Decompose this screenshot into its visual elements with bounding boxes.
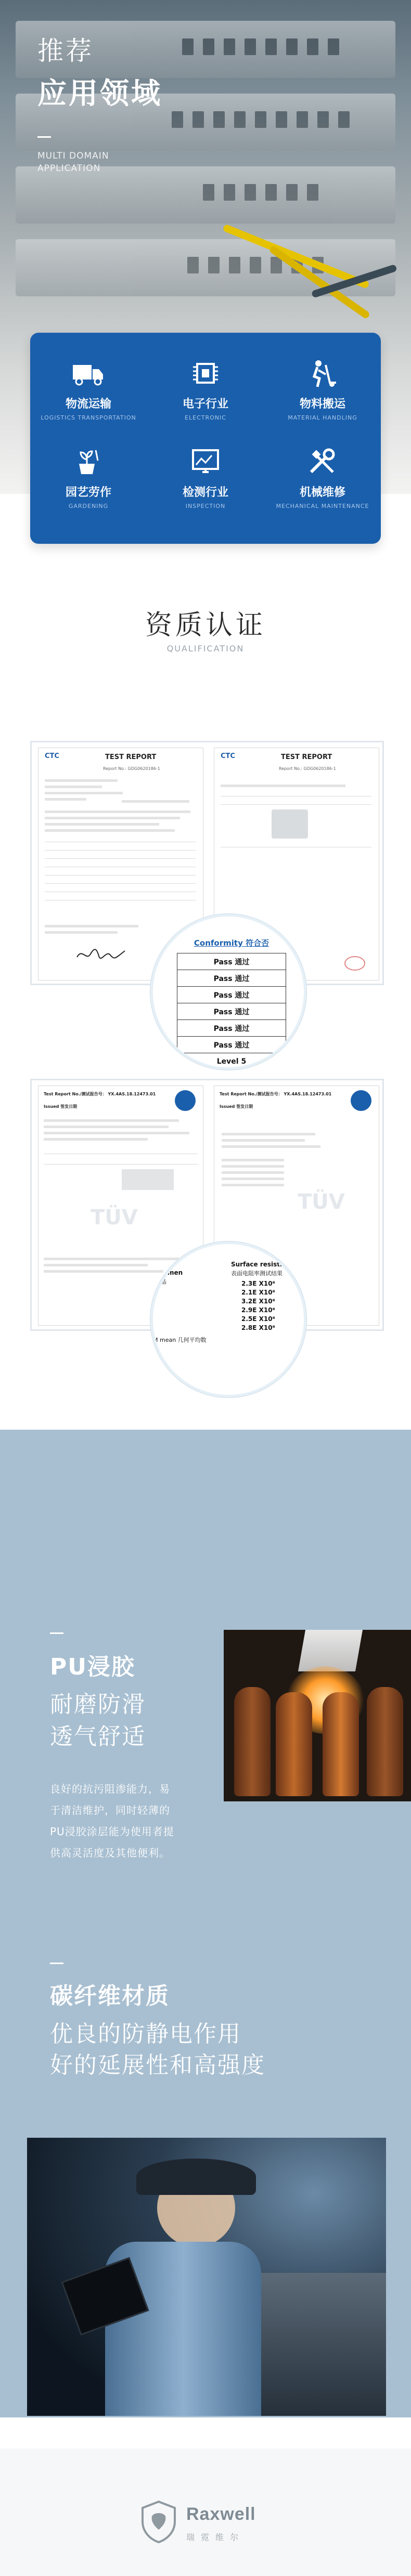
resistivity-value: 2.1E X10⁶ <box>241 1289 275 1296</box>
report-title: TEST REPORT <box>281 753 332 761</box>
app-en: LOGISTICS TRANSPORTATION <box>41 414 136 421</box>
hero-subtitle: 应用领域 <box>37 77 162 111</box>
specimen-label: pecimen <box>153 1269 183 1276</box>
app-en: MATERIAL HANDLING <box>288 414 357 421</box>
pu-feature-line2: 透气舒适 <box>50 1723 146 1750</box>
app-item-mechanical[interactable] <box>264 448 381 509</box>
report-number: Report No.: GDG0620186-1 <box>103 766 160 771</box>
app-item-logistics[interactable] <box>30 360 147 421</box>
resistivity-label-cn: 表面电阻率测试结果 <box>231 1270 282 1277</box>
pu-feature-line1: 耐磨防滑 <box>50 1691 146 1718</box>
app-label: 园艺劳作 <box>65 486 111 499</box>
level-cell: Level 5 <box>177 1053 286 1070</box>
brand-name-cn: 瑞霓维尔 <box>186 2532 245 2542</box>
certificate-panel-tuv <box>30 1079 384 1343</box>
result-cell: Pass 通过 <box>177 1003 286 1020</box>
conformity-header: Conformity 符合否 <box>194 938 269 948</box>
stamp-icon <box>344 956 365 971</box>
qualification-title: 资质认证 <box>145 610 266 641</box>
resistivity-value: 2.9E X10⁶ <box>241 1306 275 1314</box>
specimen-label-cn: 样品 <box>155 1278 166 1285</box>
app-label: 机械维修 <box>299 486 345 499</box>
app-item-inspection[interactable] <box>147 448 264 509</box>
result-table <box>177 953 286 1070</box>
app-item-electronic[interactable] <box>147 360 264 421</box>
report-title: TEST REPORT <box>105 753 157 761</box>
resistivity-value: 2.5E X10⁶ <box>241 1315 275 1323</box>
carbon-fiber-line1: 优良的防静电作用 <box>50 2021 241 2047</box>
app-label: 物料搬运 <box>299 398 345 411</box>
report-number: Report No.: GDG0620186-1 <box>279 766 336 771</box>
glove-coating-photo <box>224 1630 411 1801</box>
raxwell-shield-icon <box>140 2501 177 2543</box>
pu-desc-line: 供高灵活度及其他便利。 <box>50 1847 170 1859</box>
resistivity-value: 3.2E X10⁶ <box>241 1298 275 1305</box>
conformity-zoom-circle <box>150 914 306 1070</box>
resistivity-value: 2.8E X10⁶ <box>241 1324 275 1331</box>
app-label: 检测行业 <box>182 486 228 499</box>
hand-truck-icon <box>306 360 339 388</box>
tuv-logo-icon <box>351 1090 371 1111</box>
shovel-plant-icon <box>72 448 105 476</box>
result-cell: Pass 通过 <box>177 987 286 1003</box>
result-cell: Pass 通过 <box>177 953 286 970</box>
sample-image <box>122 1169 174 1190</box>
hero-title: 推荐 <box>37 36 94 66</box>
hero-en-line2: APPLICATION <box>37 163 101 174</box>
glove-sample-photo <box>272 809 308 839</box>
app-en: ELECTRONIC <box>185 414 226 421</box>
cf-divider <box>50 1963 63 1964</box>
carbon-fiber-line2: 好的延展性和高强度 <box>50 2052 265 2078</box>
certificate-panel-ctc <box>30 741 384 1066</box>
pu-title: PU浸胶 <box>50 1654 135 1680</box>
hero-en-line1: MULTI DOMAIN <box>37 151 109 161</box>
signature-icon <box>75 946 127 961</box>
tuv-issued: Issued 签发日期 <box>44 1104 78 1109</box>
pu-divider <box>50 1632 63 1634</box>
carbon-fiber-title: 碳纤维材质 <box>50 1983 170 2009</box>
mean-label: M mean 几何平均数 <box>153 1337 207 1343</box>
resistivity-value: 2.3E X10⁶ <box>241 1280 275 1287</box>
tuv-watermark: TÜV <box>91 1206 138 1230</box>
tuv-report-number: Test Report No./测试报告号： YX.4AS.18.12473.01 <box>44 1092 156 1096</box>
mechanic-photo <box>27 2138 386 2416</box>
ctc-logo: CTC <box>45 752 59 760</box>
result-cell: Pass 通过 <box>177 970 286 987</box>
result-cell: Pass 通过 <box>177 1020 286 1037</box>
monitor-chart-icon <box>189 448 222 476</box>
app-item-material-handling[interactable] <box>264 360 381 421</box>
server-rack <box>16 166 395 224</box>
resistivity-values <box>241 1279 275 1332</box>
chip-icon <box>189 360 222 388</box>
resistivity-label: Surface resistivity <box>231 1261 296 1268</box>
result-cell: Pass 通过 <box>177 1037 286 1053</box>
app-item-gardening[interactable] <box>30 448 147 509</box>
ctc-logo: CTC <box>221 752 235 760</box>
brand-name: Raxwell <box>186 2504 256 2524</box>
pu-desc-line: PU浸胶涂层能为使用者提 <box>50 1825 174 1838</box>
application-panel <box>30 333 381 544</box>
tuv-issued: Issued 签发日期 <box>220 1104 253 1109</box>
truck-icon <box>72 360 105 388</box>
app-en: INSPECTION <box>185 503 226 509</box>
qualification-subtitle: QUALIFICATION <box>166 644 245 653</box>
tools-icon <box>306 448 339 476</box>
resistivity-zoom-circle <box>150 1241 306 1397</box>
hero-divider <box>37 136 51 138</box>
app-label: 电子行业 <box>182 398 228 411</box>
tuv-report-number: Test Report No./测试报告号： YX.4AS.18.12473.01 <box>220 1092 332 1096</box>
tuv-watermark: TÜV <box>298 1190 345 1214</box>
pu-desc-line: 于清洁维护，同时轻薄的 <box>50 1804 170 1816</box>
pu-desc-line: 良好的抗污阻渗能力，易 <box>50 1783 170 1795</box>
app-en: GARDENING <box>68 503 109 509</box>
tuv-logo-icon <box>175 1090 196 1111</box>
app-label: 物流运输 <box>65 398 111 411</box>
app-en: MECHANICAL MAINTENANCE <box>276 503 369 509</box>
